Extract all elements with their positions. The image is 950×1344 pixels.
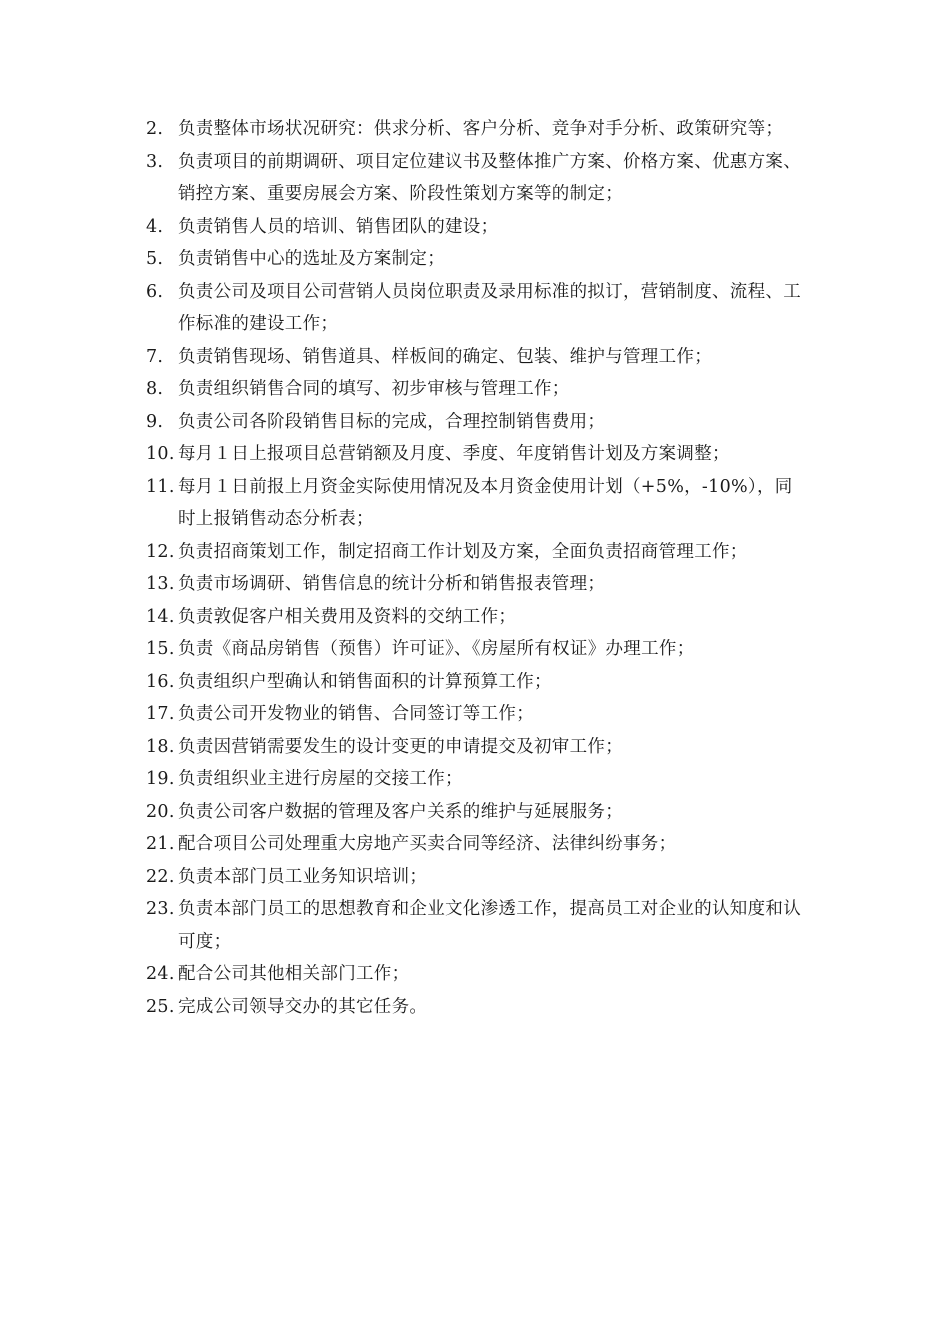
item-text: 负责组织销售合同的填写、初步审核与管理工作； (178, 379, 570, 399)
list-item (146, 763, 810, 796)
list-item (146, 373, 810, 406)
item-text: 负责公司客户数据的管理及客户关系的维护与延展服务； (178, 801, 623, 822)
item-text: 负责本部门员工业务知识培训； (178, 866, 428, 887)
item-text: 负责本部门员工的思想教育和企业文化渗透工作，提高员工对企业的认知度和认可度； (178, 899, 801, 952)
item-text: 负责公司及项目公司营销人员岗位职责及录用标准的拟订，营销制度、流程、工作标准的建设工作； (178, 281, 801, 334)
item-number: 22. (146, 866, 175, 887)
item-text: 负责销售人员的培训、销售团队的建设； (178, 216, 499, 237)
item-number: 15. (146, 639, 175, 659)
item-number: 8. (146, 379, 164, 399)
item-text: 每月１日上报项目总营销额及月度、季度、年度销售计划及方案调整； (178, 444, 730, 464)
list-item (146, 211, 810, 244)
list-item (146, 893, 810, 958)
list-item (146, 861, 810, 894)
item-text: 负责敦促客户相关费用及资料的交纳工作； (178, 606, 517, 627)
list-item (146, 113, 810, 146)
item-text: 每月１日前报上月资金实际使用情况及本月资金使用计划（+5%，-10%），同时上报销售动态分析表； (178, 476, 793, 529)
list-item (146, 796, 810, 829)
list-item (146, 341, 810, 374)
item-number: 16. (146, 671, 175, 692)
item-number: 20. (146, 801, 175, 822)
item-number: 11. (146, 476, 175, 497)
list-item (146, 471, 810, 536)
list-item (146, 731, 810, 764)
item-number: 25. (146, 996, 175, 1017)
list-item (146, 633, 810, 666)
list-item (146, 243, 810, 276)
item-number: 10. (146, 444, 175, 464)
item-number: 13. (146, 574, 175, 594)
list-item (146, 406, 810, 439)
item-text: 负责整体市场状况研究：供求分析、客户分析、竞争对手分析、政策研究等； (178, 119, 784, 139)
list-item (146, 601, 810, 634)
item-text: 负责招商策划工作，制定招商工作计划及方案，全面负责招商管理工作； (178, 541, 748, 562)
item-number: 9. (146, 411, 164, 432)
item-text: 完成公司领导交办的其它任务。 (178, 996, 428, 1017)
item-text: 负责组织业主进行房屋的交接工作； (178, 769, 463, 789)
item-number: 4. (146, 216, 164, 237)
item-number: 7. (146, 346, 164, 367)
item-number: 18. (146, 736, 175, 757)
item-number: 5. (146, 249, 164, 269)
item-number: 12. (146, 541, 175, 562)
list-item (146, 828, 810, 861)
list-item (146, 666, 810, 699)
responsibility-list (146, 113, 810, 1023)
item-text: 配合公司其他相关部门工作； (178, 964, 410, 984)
item-text: 负责项目的前期调研、项目定位建议书及整体推广方案、价格方案、优惠方案、销控方案、重要房展会方案、阶段性策划方案等的制定； (178, 151, 801, 204)
list-item (146, 276, 810, 341)
item-text: 负责销售现场、销售道具、样板间的确定、包装、维护与管理工作； (178, 346, 712, 367)
list-item (146, 146, 810, 211)
item-text: 负责销售中心的选址及方案制定； (178, 249, 445, 269)
item-number: 19. (146, 769, 175, 789)
item-text: 负责公司各阶段销售目标的完成，合理控制销售费用； (178, 411, 606, 432)
item-text: 负责组织户型确认和销售面积的计算预算工作； (178, 671, 552, 692)
list-item (146, 991, 810, 1024)
list-item (146, 958, 810, 991)
item-number: 24. (146, 964, 175, 984)
list-item (146, 698, 810, 731)
item-text: 负责市场调研、销售信息的统计分析和销售报表管理； (178, 574, 606, 594)
item-number: 21. (146, 834, 175, 854)
item-text: 负责公司开发物业的销售、合同签订等工作； (178, 704, 534, 724)
item-number: 2. (146, 119, 164, 139)
item-text: 配合项目公司处理重大房地产买卖合同等经济、法律纠纷事务； (178, 834, 677, 854)
item-text: 负责《商品房销售（预售）许可证》、《房屋所有权证》办理工作； (178, 639, 695, 659)
item-number: 23. (146, 899, 175, 919)
list-item (146, 568, 810, 601)
item-number: 3. (146, 151, 164, 172)
item-number: 6. (146, 281, 164, 302)
item-text: 负责因营销需要发生的设计变更的申请提交及初审工作； (178, 736, 623, 757)
item-number: 14. (146, 606, 175, 627)
item-number: 17. (146, 704, 175, 724)
list-item (146, 536, 810, 569)
list-item (146, 438, 810, 471)
